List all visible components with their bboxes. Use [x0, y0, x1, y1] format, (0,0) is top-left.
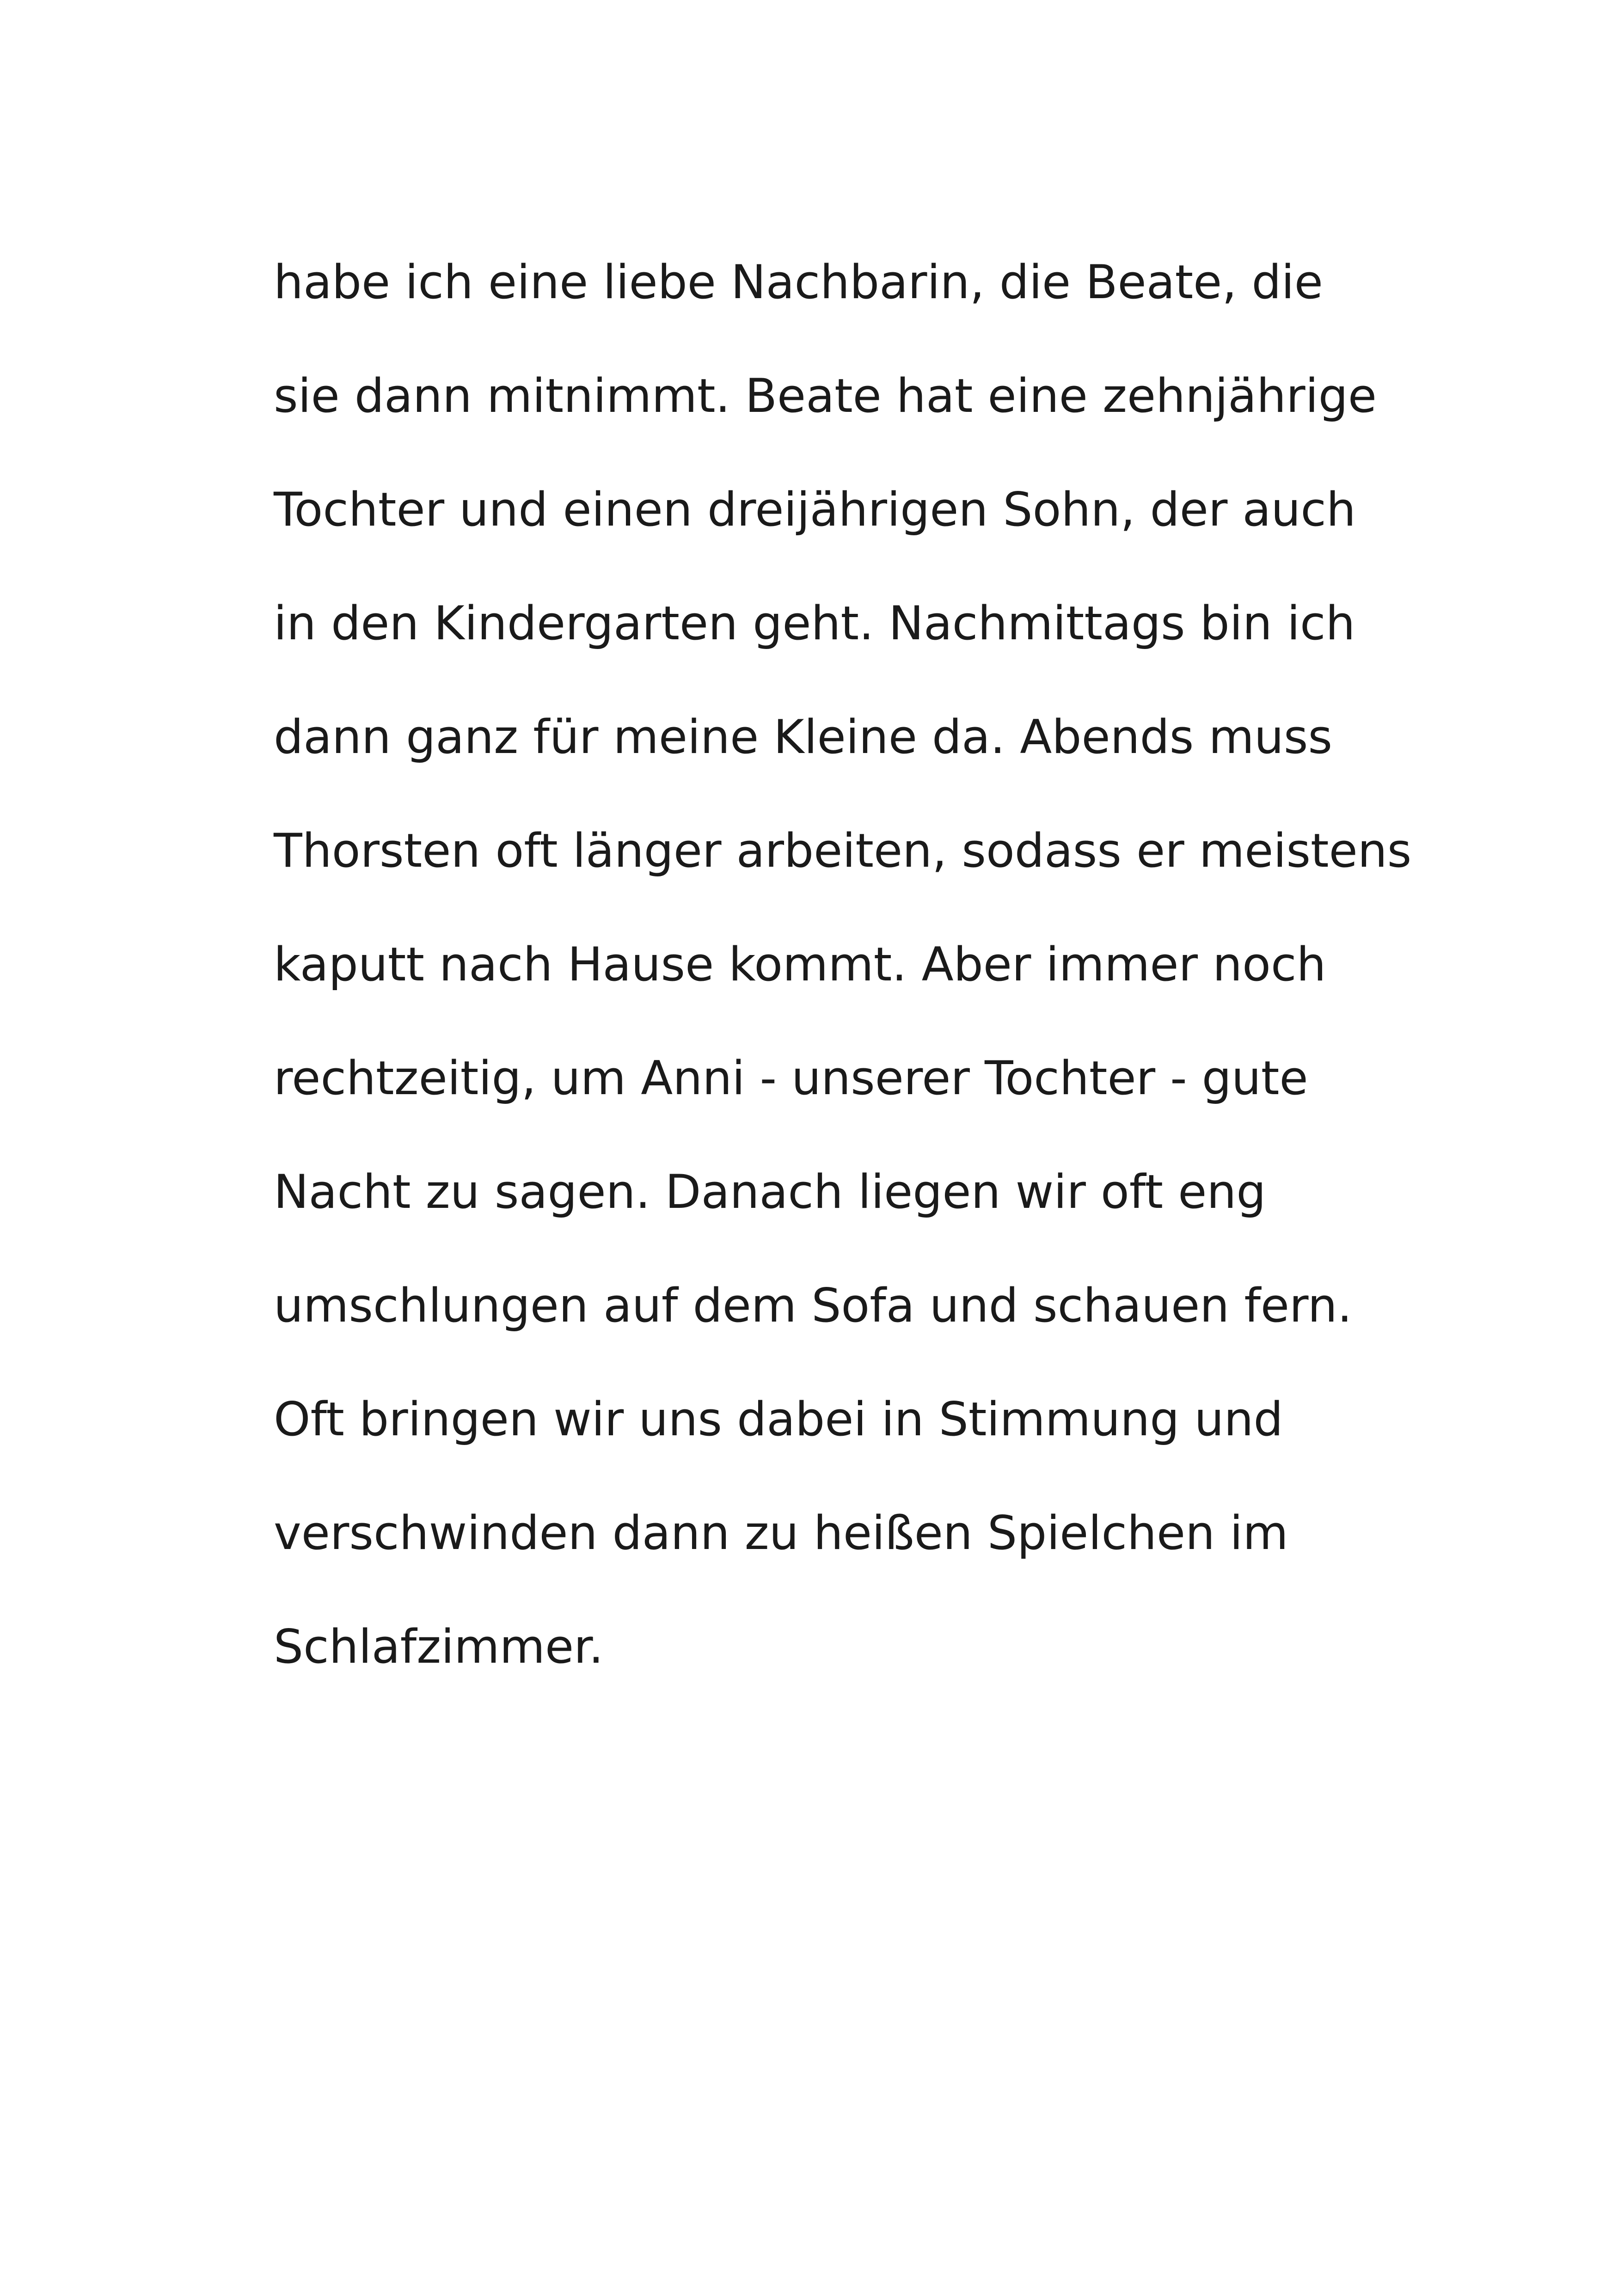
text-line: Tochter und einen dreijährigen Sohn, der auch: [274, 482, 1356, 537]
text-line: kaputt nach Hause kommt. Aber immer noch: [274, 937, 1326, 992]
text-line: rechtzeitig, um Anni - unserer Tochter - gute: [274, 1051, 1308, 1105]
text-line: verschwinden dann zu heißen Spielchen im: [274, 1506, 1288, 1560]
text-line: in den Kindergarten geht. Nachmittags bin ich: [274, 596, 1355, 650]
text-line: Thorsten oft länger arbeiten, sodass er meistens: [274, 823, 1412, 878]
text-line: umschlungen auf dem Sofa und schauen fern.: [274, 1278, 1352, 1333]
text-line: habe ich eine liebe Nachbarin, die Beate, die: [274, 255, 1323, 309]
text-line: Schlafzimmer.: [274, 1619, 604, 1674]
text-line: dann ganz für meine Kleine da. Abends muss: [274, 710, 1333, 764]
text-line: Nacht zu sagen. Danach liegen wir oft eng: [274, 1164, 1266, 1219]
text-line: sie dann mitnimmt. Beate hat eine zehnjährige: [274, 368, 1377, 423]
text-line: Oft bringen wir uns dabei in Stimmung und: [274, 1392, 1283, 1446]
